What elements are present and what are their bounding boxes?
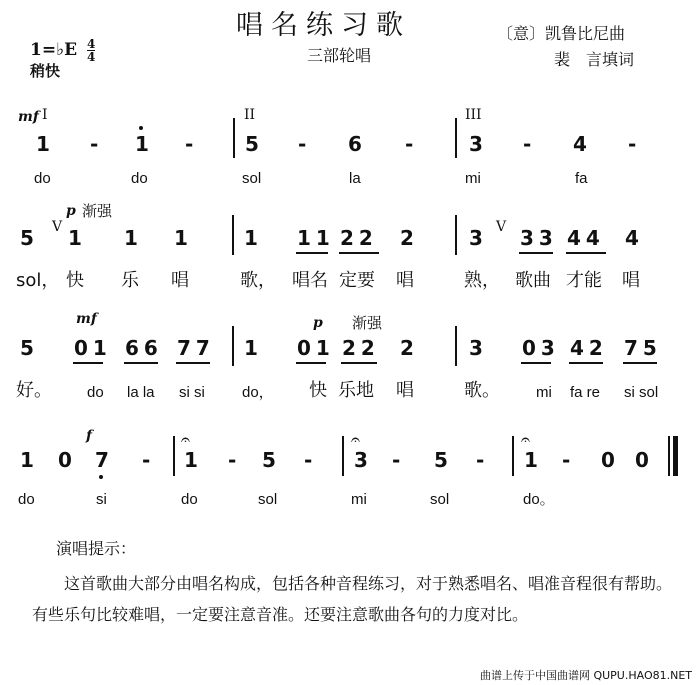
barline [233, 118, 235, 158]
note: 5 [262, 448, 276, 472]
barline [455, 118, 457, 158]
lyric: si si [179, 384, 205, 401]
note: 22 [340, 226, 378, 250]
barline [232, 215, 234, 255]
note: 1 [524, 448, 538, 472]
lyric: la [349, 170, 361, 187]
note: 1 [124, 226, 138, 250]
eighth-underline [73, 362, 103, 364]
barline [455, 326, 457, 366]
barline [455, 215, 457, 255]
lyric: mi [536, 384, 552, 401]
note: 75 [624, 336, 662, 360]
lyric: 快 [309, 380, 327, 401]
note: - [298, 132, 307, 156]
note: - [90, 132, 99, 156]
lyric: fa re [570, 384, 601, 401]
lyricist-credit: 裴 言填词 [554, 50, 635, 69]
lyric: 乐 [121, 270, 139, 291]
lyric: 唱名 [292, 270, 328, 291]
subtitle: 三部轮唱 [307, 46, 372, 65]
note: - [304, 448, 313, 472]
note: 1 [174, 226, 188, 250]
lyric: do [181, 491, 198, 508]
note: 5 [20, 336, 34, 360]
dynamic-p: p [66, 203, 76, 219]
note: 4 [573, 132, 587, 156]
note: 03 [522, 336, 560, 360]
barline [173, 436, 175, 476]
barline [512, 436, 514, 476]
note: 5 [245, 132, 259, 156]
dynamic-mf: mf [76, 311, 97, 327]
final-barline-thick [673, 436, 678, 476]
dynamic-f: f [86, 428, 93, 444]
note: - [228, 448, 237, 472]
lyric: 唱 [622, 270, 640, 291]
performance-notes-body: 这首歌曲大部分由唱名构成，包括各种音程练习，对于熟悉唱名、唱准音程很有帮助。有些乐句比较难唱，一定要注意音准。还要注意歌曲各句的力度对比。 [32, 574, 673, 624]
lyric: si sol [624, 384, 659, 401]
lyric: 歌曲 [515, 270, 551, 291]
note: - [185, 132, 194, 156]
lyric: do [34, 170, 51, 187]
eighth-underline [341, 362, 377, 364]
eighth-underline [296, 362, 326, 364]
note: 1 [20, 448, 34, 472]
note: - [142, 448, 151, 472]
lyric: 熟， [464, 270, 500, 291]
note: - [562, 448, 571, 472]
part-label-1: I [42, 107, 48, 123]
dynamic-mf: mf [18, 109, 39, 125]
note: 1 [68, 226, 82, 250]
lyric: si [96, 491, 107, 508]
final-barline-thin [668, 436, 670, 476]
eighth-underline [124, 362, 158, 364]
eighth-underline [521, 362, 551, 364]
lyric: sol [258, 491, 278, 508]
time-bottom: 4 [86, 50, 96, 64]
barline [232, 326, 234, 366]
note: 1 [244, 336, 258, 360]
note: 5 [434, 448, 448, 472]
eighth-underline [566, 252, 606, 254]
lyric: do [18, 491, 35, 508]
lyric: fa [575, 170, 588, 187]
eighth-underline [623, 362, 657, 364]
breath-mark: V [52, 219, 63, 235]
lyric: do [131, 170, 148, 187]
note: 44 [567, 226, 605, 250]
note: 11 [297, 226, 335, 250]
note: - [405, 132, 414, 156]
note: 1 [36, 132, 50, 156]
lyric: sol， [16, 270, 60, 291]
low-octave-dot [99, 475, 103, 479]
lyric: 定要 [339, 270, 375, 291]
note: - [392, 448, 401, 472]
eighth-underline [339, 252, 379, 254]
note: 3 [469, 226, 483, 250]
watermark: 曲谱上传于中国曲谱网 QUPU.HAO81.NET [479, 669, 692, 682]
note: 5 [20, 226, 34, 250]
note: - [476, 448, 485, 472]
lyric: 歌。 [464, 380, 500, 401]
time-signature [87, 38, 95, 63]
note: 2 [400, 226, 414, 250]
note: 2 [400, 336, 414, 360]
barline [342, 436, 344, 476]
high-octave-dot [139, 126, 143, 130]
note: 0 [601, 448, 615, 472]
key-label: 1=♭E [30, 40, 78, 60]
note: 01 [297, 336, 335, 360]
note: 7 [95, 448, 109, 472]
performance-notes-heading: 演唱提示： [56, 539, 137, 558]
note: - [523, 132, 532, 156]
lyric: 唱 [396, 270, 414, 291]
note: 3 [469, 132, 483, 156]
lyric: do [87, 384, 104, 401]
lyric: 唱 [396, 380, 414, 401]
note: 66 [125, 336, 163, 360]
note: 6 [348, 132, 362, 156]
page-title: 唱名练习歌 [236, 10, 411, 41]
tempo-marking: 稍快 [30, 62, 61, 80]
note: 1 [244, 226, 258, 250]
note: 3 [354, 448, 368, 472]
crescendo-marking: 渐强 [82, 202, 113, 220]
fermata-mark: 𝄐 [181, 430, 190, 449]
fermata-mark: 𝄐 [521, 430, 530, 449]
note: 1 [184, 448, 198, 472]
lyric: 乐地 [338, 380, 374, 401]
note: 33 [520, 226, 558, 250]
eighth-underline [296, 252, 328, 254]
note: 01 [74, 336, 112, 360]
part-label-3: III [465, 107, 482, 123]
note: 0 [635, 448, 649, 472]
lyric: do， [242, 384, 274, 401]
lyric: sol [430, 491, 450, 508]
lyric: mi [465, 170, 481, 187]
fermata-mark: 𝄐 [351, 430, 360, 449]
dynamic-p: p [313, 315, 323, 331]
key-signature [30, 38, 95, 63]
note: 4 [625, 226, 639, 250]
part-label-2: II [244, 107, 256, 123]
lyric: mi [351, 491, 367, 508]
note: 1 [135, 132, 149, 156]
eighth-underline [176, 362, 210, 364]
breath-mark: V [496, 219, 507, 235]
time-top: 4 [86, 37, 96, 51]
eighth-underline [519, 252, 553, 254]
lyric: 歌， [240, 270, 276, 291]
note: 22 [342, 336, 380, 360]
note: - [628, 132, 637, 156]
lyric: do。 [523, 491, 555, 508]
lyric: 才能 [566, 270, 602, 291]
lyric: 唱 [171, 270, 189, 291]
composer-credit: 〔意〕凯鲁比尼曲 [497, 24, 626, 43]
lyric: sol [242, 170, 262, 187]
lyric: 好。 [16, 380, 52, 401]
note: 42 [570, 336, 608, 360]
eighth-underline [569, 362, 603, 364]
lyric: la la [127, 384, 155, 401]
note: 77 [177, 336, 215, 360]
lyric: 快 [66, 270, 84, 291]
note: 3 [469, 336, 483, 360]
crescendo-marking: 渐强 [352, 314, 383, 332]
note: 0 [58, 448, 72, 472]
